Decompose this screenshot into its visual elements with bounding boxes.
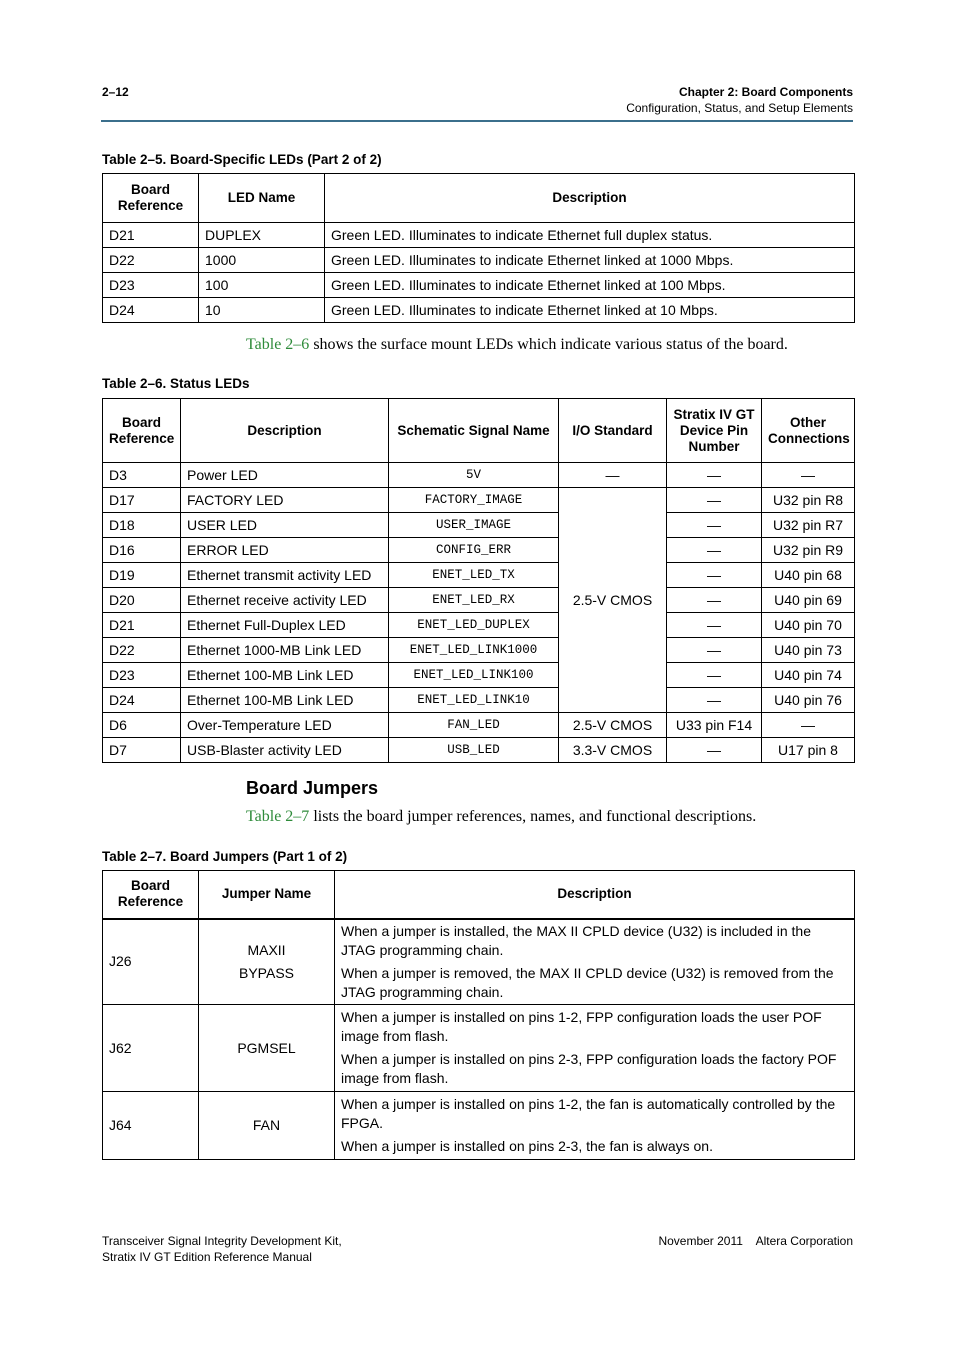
table6-cell: D7	[103, 738, 181, 763]
table6-cell: —	[667, 638, 762, 663]
table5-header-desc: Description	[325, 174, 855, 223]
table7-ref-cell: J62	[103, 1005, 199, 1092]
table6-cell: ENET_LED_LINK100	[389, 663, 559, 688]
table6-cell: —	[667, 463, 762, 488]
table5-cell: D22	[103, 248, 199, 273]
table-row	[103, 713, 855, 738]
table6-cell: CONFIG_ERR	[389, 538, 559, 563]
table7-desc-cell	[335, 919, 855, 1005]
table6-header-pin: Stratix IV GT Device Pin Number	[667, 399, 762, 463]
table-row	[103, 638, 855, 663]
table5-cell: D24	[103, 298, 199, 323]
jumper-name-line: FAN	[252, 1117, 281, 1133]
table-row	[103, 273, 855, 298]
table-row	[103, 248, 855, 273]
table7-name-cell	[199, 1005, 335, 1092]
table6-cell: D22	[103, 638, 181, 663]
table6-cell: —	[559, 463, 667, 488]
jumper-description: When a jumper is installed on pins 2-3, FPP configuration loads the factory POF image from flash.	[341, 1051, 837, 1086]
table6-cell: D21	[103, 613, 181, 638]
table6-cell: FACTORY_IMAGE	[389, 488, 559, 513]
table6-cell: Ethernet 1000-MB Link LED	[181, 638, 389, 663]
table6-cell: —	[667, 538, 762, 563]
table6-header-ref: Board Reference	[103, 399, 181, 463]
table6-cell: U40 pin 73	[762, 638, 855, 663]
running-header	[626, 84, 853, 116]
table-row	[103, 588, 855, 613]
table7-link[interactable]: Table 2–7	[246, 808, 310, 825]
table6-cell: Ethernet receive activity LED	[181, 588, 389, 613]
table-row	[103, 488, 855, 513]
table-row	[103, 663, 855, 688]
table-row	[103, 513, 855, 538]
table6-cell: ENET_LED_TX	[389, 563, 559, 588]
table6-cell: U40 pin 74	[762, 663, 855, 688]
table6-cell: FACTORY LED	[181, 488, 389, 513]
jumper-description: When a jumper is removed, the MAX II CPLD device (U32) is removed from the JTAG programming chain.	[341, 964, 834, 1000]
table6-cell: —	[667, 588, 762, 613]
jumper-description: When a jumper is installed on pins 1-2, FPP configuration loads the user POF image from flash.	[341, 1009, 822, 1044]
footer-manual-title: Transceiver Signal Integrity Development Kit, Stratix IV GT Edition Reference Manual	[102, 1234, 342, 1264]
table5-cell: Green LED. Illuminates to indicate Ethernet full duplex status.	[325, 223, 855, 248]
jumper-name-line: PGMSEL	[237, 1039, 296, 1056]
table6-cell: D23	[103, 663, 181, 688]
table5-cell: D23	[103, 273, 199, 298]
jumper-description: When a jumper is installed on pins 1-2, the fan is automatically controlled by the FPGA.	[341, 1096, 836, 1131]
table6-cell: U32 pin R7	[762, 513, 855, 538]
table5-caption: Table 2–5. Board-Specific LEDs (Part 2 of 2)	[102, 152, 382, 167]
table7-caption: Table 2–7. Board Jumpers (Part 1 of 2)	[102, 849, 348, 864]
table6-cell: D3	[103, 463, 181, 488]
table7	[102, 870, 855, 1160]
page-number: 2–12	[102, 85, 129, 99]
table6-cell: D16	[103, 538, 181, 563]
table5-cell: DUPLEX	[199, 223, 325, 248]
table-row	[103, 223, 855, 248]
table6	[102, 398, 855, 763]
table6-link[interactable]: Table 2–6	[246, 336, 310, 353]
table6-cell: —	[667, 663, 762, 688]
table6-cell: —	[762, 713, 855, 738]
table6-cell: D18	[103, 513, 181, 538]
table7-ref-cell: J64	[103, 1092, 199, 1160]
paragraph-table6-intro: Table 2–6 shows the surface mount LEDs which indicate various status of the board.	[246, 336, 788, 353]
table6-cell: D24	[103, 688, 181, 713]
table6-cell: Ethernet 100-MB Link LED	[181, 688, 389, 713]
table6-cell: —	[667, 738, 762, 763]
footer-date-company: November 2011 Altera Corporation	[658, 1234, 853, 1248]
table6-cell: FAN_LED	[389, 713, 559, 738]
table6-cell: —	[667, 563, 762, 588]
table6-cell: 2.5-V CMOS	[559, 488, 667, 713]
table6-cell: USER_IMAGE	[389, 513, 559, 538]
table7-name-cell	[199, 919, 335, 1005]
table7-desc-cell	[335, 1092, 855, 1160]
table6-cell: USER LED	[181, 513, 389, 538]
table-row	[103, 538, 855, 563]
table6-cell: U32 pin R8	[762, 488, 855, 513]
table6-header-io: I/O Standard	[559, 399, 667, 463]
table6-cell: 3.3-V CMOS	[559, 738, 667, 763]
table-row	[103, 463, 855, 488]
jumper-name-line: BYPASS	[239, 964, 294, 981]
table6-header-desc: Description	[181, 399, 389, 463]
table-row	[103, 613, 855, 638]
table5-header-name: LED Name	[199, 174, 325, 223]
table6-header-signal: Schematic Signal Name	[389, 399, 559, 463]
table6-cell: U32 pin R9	[762, 538, 855, 563]
table6-cell: U40 pin 68	[762, 563, 855, 588]
table-row	[103, 738, 855, 763]
table6-cell: D19	[103, 563, 181, 588]
table6-cell: U40 pin 69	[762, 588, 855, 613]
table7-header-name: Jumper Name	[199, 871, 335, 919]
chapter-title: Chapter 2: Board Components	[678, 85, 853, 99]
table6-cell: ENET_LED_DUPLEX	[389, 613, 559, 638]
table6-cell: U40 pin 70	[762, 613, 855, 638]
table6-cell: —	[667, 488, 762, 513]
table6-cell: D20	[103, 588, 181, 613]
section-heading-board-jumpers: Board Jumpers	[246, 778, 379, 798]
table6-header-other: Other Connections	[762, 399, 855, 463]
table6-cell: USB_LED	[389, 738, 559, 763]
table-row	[103, 298, 855, 323]
jumper-description: When a jumper is installed, the MAX II CPLD device (U32) is included in the JTAG programming chain.	[341, 922, 811, 958]
section-title: Configuration, Status, and Setup Elements	[626, 101, 853, 115]
table7-desc-cell	[335, 1005, 855, 1092]
table-row	[103, 688, 855, 713]
table7-header-desc: Description	[335, 871, 855, 919]
table6-cell: ENET_LED_LINK10	[389, 688, 559, 713]
table-row	[103, 1092, 855, 1160]
table6-cell: ERROR LED	[181, 538, 389, 563]
table5	[102, 173, 855, 323]
table-row	[103, 919, 855, 1005]
table6-cell: Power LED	[181, 463, 389, 488]
header-rule	[101, 120, 853, 122]
table6-cell: U33 pin F14	[667, 713, 762, 738]
table6-cell: D17	[103, 488, 181, 513]
table5-cell: Green LED. Illuminates to indicate Ethernet linked at 10 Mbps.	[325, 298, 855, 323]
table7-name-cell	[199, 1092, 335, 1160]
jumper-name-line: MAXII	[247, 941, 286, 958]
table6-cell: —	[762, 463, 855, 488]
table5-cell: 100	[199, 273, 325, 298]
table6-cell: U17 pin 8	[762, 738, 855, 763]
table6-cell: USB-Blaster activity LED	[181, 738, 389, 763]
table6-cell: —	[667, 613, 762, 638]
paragraph-table7-intro: Table 2–7 lists the board jumper references, names, and functional descriptions.	[246, 808, 757, 825]
table6-cell: ENET_LED_LINK1000	[389, 638, 559, 663]
table5-cell: Green LED. Illuminates to indicate Ethernet linked at 100 Mbps.	[325, 273, 855, 298]
table5-cell: Green LED. Illuminates to indicate Ethernet linked at 1000 Mbps.	[325, 248, 855, 273]
table6-cell: 5V	[389, 463, 559, 488]
table6-cell: D6	[103, 713, 181, 738]
table5-header-ref: Board Reference	[103, 174, 199, 223]
table-row	[103, 563, 855, 588]
table6-cell: U40 pin 76	[762, 688, 855, 713]
table6-cell: 2.5-V CMOS	[559, 713, 667, 738]
table6-cell: —	[667, 688, 762, 713]
table6-caption: Table 2–6. Status LEDs	[102, 376, 250, 391]
table6-cell: Over-Temperature LED	[181, 713, 389, 738]
table6-cell: ENET_LED_RX	[389, 588, 559, 613]
table6-cell: Ethernet 100-MB Link LED	[181, 663, 389, 688]
table6-cell: Ethernet Full-Duplex LED	[181, 613, 389, 638]
table5-cell: 10	[199, 298, 325, 323]
table7-ref-cell: J26	[103, 919, 199, 1005]
jumper-description: When a jumper is installed on pins 2-3, the fan is always on.	[341, 1138, 713, 1154]
table6-cell: —	[667, 513, 762, 538]
table-row	[103, 1005, 855, 1092]
table5-cell: D21	[103, 223, 199, 248]
table6-cell: Ethernet transmit activity LED	[181, 563, 389, 588]
table5-cell: 1000	[199, 248, 325, 273]
table7-header-ref: Board Reference	[103, 871, 199, 919]
